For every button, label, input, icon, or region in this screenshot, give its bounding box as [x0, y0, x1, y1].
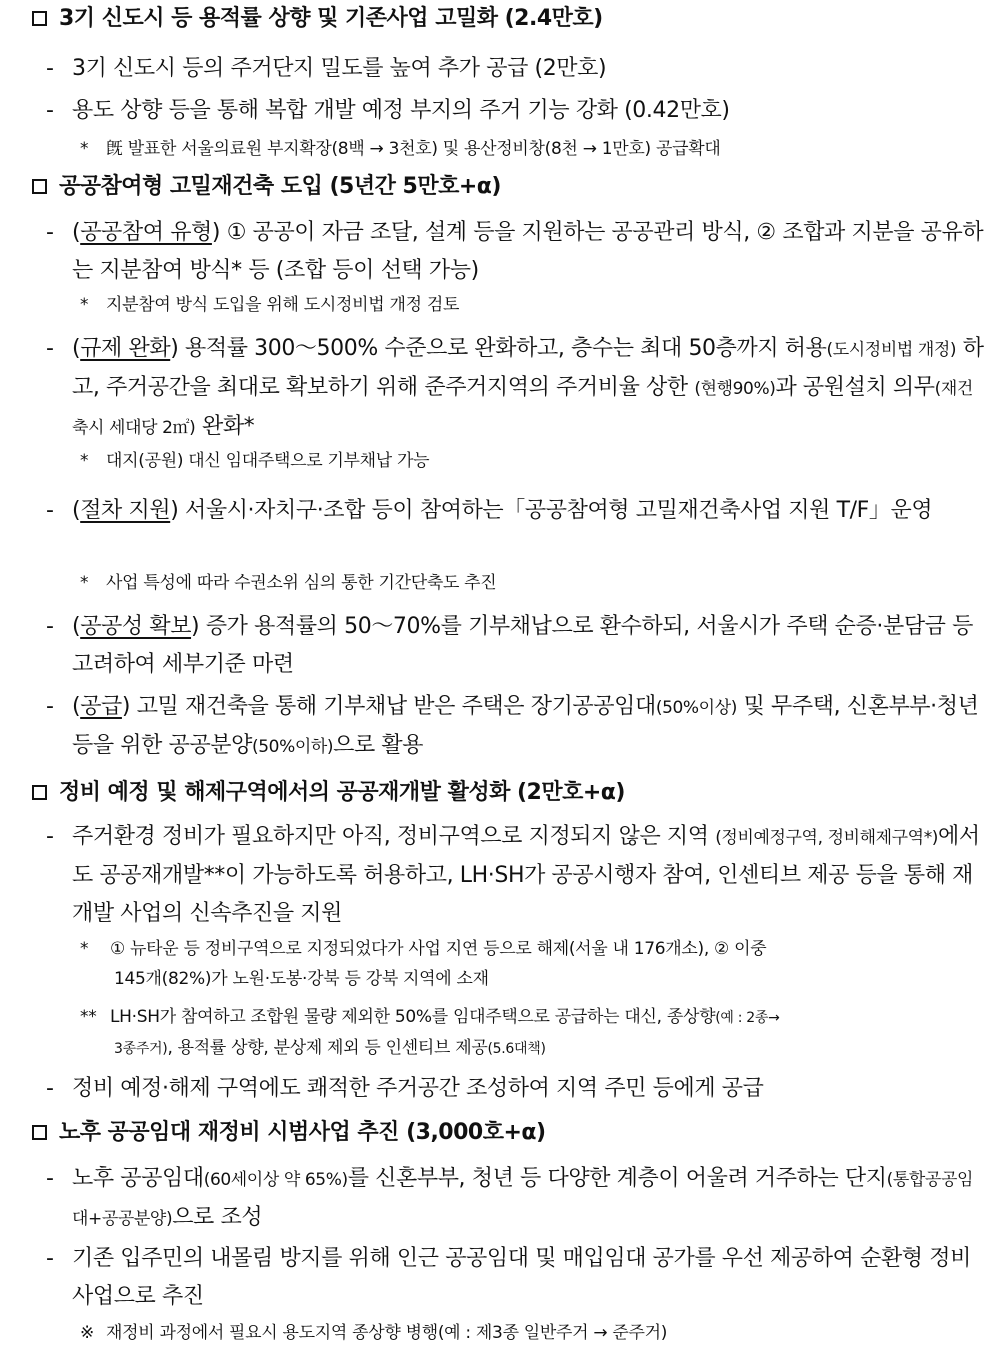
section-2-note-2: * 대지(공원) 대신 임대주택으로 기부채납 가능	[80, 451, 430, 471]
checkbox-square-icon	[32, 179, 47, 194]
section-1-bullet-2: - 용도 상향 등을 통해 복합 개발 예정 부지의 주거 기능 강화 (0.42만호)	[46, 98, 730, 123]
section-4-bullet-1: - 노후 공공임대(60세이상 약 65%)를 신혼부부, 청년 등 다양한 계층이 어울려 거주하는 단지(통합공공임대+공공분양)으로 조성	[46, 1166, 973, 1230]
section-4-bullet-2: - 기존 입주민의 내몰림 방지를 위해 인근 공공임대 및 매입임대 공가를 우선 제공하여 순환형 정비사업으로 추진	[46, 1246, 971, 1309]
section-1-heading: 3기 신도시 등 용적률 상향 및 기존사업 고밀화 (2.4만호)	[32, 4, 603, 34]
section-1-note-1: * 旣 발표한 서울의료원 부지확장(8백 → 3천호) 및 용산정비창(8천 → 1만호) 공급확대	[80, 139, 721, 159]
section-2-bullet-supply: - (공급) 고밀 재건축을 통해 기부채납 받은 주택은 장기공공임대(50%이상) 및 무주택, 신혼부부·청년 등을 위한 공공분양(50%이하)으로 활용	[46, 694, 979, 758]
section-2-note-1: * 지분참여 방식 도입을 위해 도시정비법 개정 검토	[80, 295, 460, 315]
section-3-bullet-1: - 주거환경 정비가 필요하지만 아직, 정비구역으로 지정되지 않은 지역 (정비예정구역, 정비해제구역*)에서도 공공재개발**이 가능하도록 허용하고, LH·SH가 공공시행자 참여, 인센티브 제공 등을 통해 재개발 사업의 신속추진을 지원	[46, 824, 980, 926]
section-4-note-1: ※ 재정비 과정에서 필요시 용도지역 종상향 병행(예 : 제3종 일반주거 → 준주거)	[80, 1323, 668, 1343]
checkbox-square-icon	[32, 11, 47, 26]
section-3-bullet-2: - 정비 예정·해제 구역에도 쾌적한 주거공간 조성하여 지역 주민 등에게 공급	[46, 1076, 764, 1101]
section-3-heading: 정비 예정 및 해제구역에서의 공공재개발 활성화 (2만호+α)	[32, 778, 625, 808]
section-4-heading: 노후 공공임대 재정비 시범사업 추진 (3,000호+α)	[32, 1118, 546, 1148]
section-2-bullet-procedure: - (절차 지원) 서울시·자치구·조합 등이 참여하는「공공참여형 고밀재건축사업 지원 T/F」운영	[46, 498, 933, 523]
section-2-bullet-deregulation: - (규제 완화) 용적률 300～500% 수준으로 완화하고, 층수는 최대 50층까지 허용(도시정비법 개정) 하고, 주거공간을 최대로 확보하기 위해 준주거지역의 주거비율 상한 (현행90%)과 공원설치 의무(재건축시 세대당 2㎡) 완화*	[46, 336, 984, 439]
section-2-heading: 공공참여형 고밀재건축 도입 (5년간 5만호+α)	[32, 172, 501, 202]
section-1-bullet-1: - 3기 신도시 등의 주거단지 밀도를 높여 추가 공급 (2만호)	[46, 56, 607, 81]
section-2-bullet-publicness: - (공공성 확보) 증가 용적률의 50～70%를 기부채납으로 환수하되, 서울시가 주택 순증·분담금 등 고려하여 세부기준 마련	[46, 614, 973, 677]
section-2-note-3: * 사업 특성에 따라 수권소위 심의 통한 기간단축도 추진	[80, 573, 497, 593]
section-2-bullet-type: - (공공참여 유형) ① 공공이 자금 조달, 설계 등을 지원하는 공공관리 방식, ② 조합과 지분을 공유하는 지분참여 방식* 등 (조합 등이 선택 가능)	[46, 220, 984, 283]
checkbox-square-icon	[32, 785, 47, 800]
section-3-note-1: * ① 뉴타운 등 정비구역으로 지정되었다가 사업 지연 등으로 해제(서울 내 176개소), ② 이중 145개(82%)가 노원·도봉·강북 등 강북 지역에 소재	[80, 939, 767, 989]
section-3-note-2: ** LH·SH가 참여하고 조합원 물량 제외한 50%를 임대주택으로 공급하는 대신, 종상향(예 : 2종→ 3종주거), 용적률 상향, 분상제 제외 등 인센티브 제공(5.6대책)	[80, 1007, 780, 1058]
checkbox-square-icon	[32, 1125, 47, 1140]
